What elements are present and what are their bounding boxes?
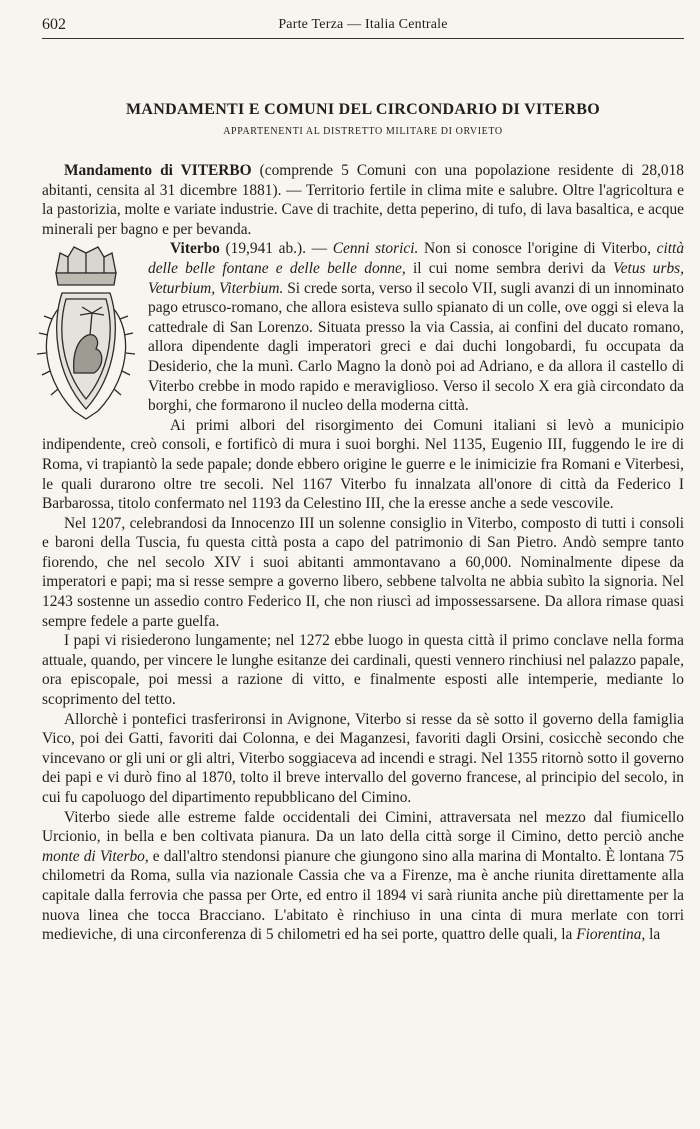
geography-paragraph xyxy=(42,808,684,945)
geography-italic-2: Fiorentina xyxy=(576,926,642,944)
viterbo-text-2: , il cui nome sembra derivi da xyxy=(401,259,614,277)
section-subheading: APPARTENENTI AL DISTRETTO MILITARE DI ORVIETO xyxy=(223,126,503,137)
viterbo-text-3: Si crede sorta, verso il secolo VII, sugli avanzi di un innominato pago etrusco-romano, che allora esisteva sullo spianato di un colle, ove oggi si eleva la cattedrale di San Lorenzo. Situata presso la via Cassia, ai confini del ducato romano, allora dipendente dagli imperatori greci e dai duchi longobardi, fu occupata da Desiderio, che la munì. Carlo Magno la donò poi ad Adriano, e da allora il castello di Viterbo crebbe in modo rapido e meraviglioso. Verso il secolo X era già circondato da borghi, che formarono il nucleo della moderna città. xyxy=(148,279,684,415)
viterbo-population: (19,941 ab.). — xyxy=(219,240,333,258)
mandamento-lead: Mandamento di VITERBO xyxy=(64,162,252,179)
geography-text-3: , la xyxy=(641,926,661,944)
section-heading: MANDAMENTI E COMUNI DEL CIRCONDARIO DI VITERBO xyxy=(126,101,600,118)
geography-text-1: Viterbo siede alle estreme falde occidentali dei Cimini, attraversata nel mezzo dal fiumicello Urcionio, in bella e ben coltivata pianura. Da un lato della città sorge il Cimino, detto perciò anche xyxy=(42,808,684,846)
intro-text: (comprende 5 Comuni con una popolazione residente di 28,018 abitanti, censita al 31 dicembre 1881). — Territorio fertile in clima mite e salubre. Oltre l'agricoltura e la pastorizia, molte e variate industrie. Cave di trachite, detta peperino, di tufo, di lava basaltica, e acque minerali per bagno e per bevanda. xyxy=(42,162,684,238)
viterbo-italic-1: città delle belle fontane e delle belle donne xyxy=(148,240,685,277)
article-body xyxy=(42,161,684,945)
viterbo-italic-2: Vetus urbs, Veturbium, Viterbium. xyxy=(148,259,684,297)
viterbo-coat-of-arms-icon xyxy=(34,243,138,433)
running-title: Parte Terza — Italia Centrale xyxy=(278,17,448,32)
intro-paragraph xyxy=(42,161,684,239)
viterbo-paragraph xyxy=(42,239,684,415)
geography-italic-1: monte di Viterbo xyxy=(42,847,145,865)
history-paragraph-4: Allorchè i pontefici trasferironsi in Avignone, Viterbo si resse da sè sotto il governo della famiglia Vico, poi dei Gatti, favoriti dai Colonna, e dei Maganzesi, favoriti dagli Orsini, cosicchè secondo che vincevano or gli uni or gli altri, Viterbo soggiaceva ad incendi e stragi. Nel 1355 ritornò sotto il governo dei papi e vi durò fino al 1870, tolto il breve intervallo del governo francese, al principio del secolo, in cui fu capoluogo del dipartimento repubblicano del Cimino. xyxy=(42,710,684,806)
history-paragraph-3: I papi vi risiederono lungamente; nel 1272 ebbe luogo in questa città il primo conclave nella forma attuale, quando, per vincere le lunghe esitanze dei cardinali, questi vennero rinchiusi nel palazzo papale, ora episcopale, poi messi a razione di vitto, e finalmente esposti alle intemperie, mediante lo scoprimento del tetto. xyxy=(42,632,684,709)
viterbo-text-1: Non si conosce l'origine di Viterbo, xyxy=(418,240,657,258)
history-paragraph-2: Nel 1207, celebrandosi da Innocenzo III un solenne consiglio in Viterbo, composto di tutti i consoli e baroni della Tuscia, fu questa città posta a capo del patrimonio di San Pietro. Andò sempre tanto fiorendo, che nel secolo XIV i suoi abitanti ammontavano a 60,000. Nominalmente dipese da imperatori e papi; ma si resse sempre a governo libero, sebbene talvolta ne abbia subìto la signoria. Nel 1243 sostenne un assedio contro Federico II, che non riuscì ad impossessarsene. Da allora rimase quasi sempre fedele a parte guelfa. xyxy=(42,514,684,630)
viterbo-lead: Viterbo xyxy=(170,240,220,258)
history-paragraph-1: Ai primi albori del risorgimento dei Comuni italiani si levò a municipio indipendente, creò consoli, e fortificò di mura i suoi borghi. Nel 1135, Eugenio III, fuggendo le ire di Roma, vi trapiantò la sede papale; donde ebbero origine le guerre e le inimicizie fra Romani e Viterbesi, le quali durarono oltre tre secoli. Nel 1167 Viterbo fu innalzata all'onore di città da Federico I Barbarossa, titolo confermato nel 1193 da Celestino III, che la eresse anche a sede vescovile. xyxy=(42,416,684,513)
geography-text-2: , e dall'altro stendonsi pianure che giungono sino alla marina di Montalto. È lontana 75 chilometri da Roma, sulla via nazionale Cassia che va a Firenze, ma è anche riunita direttamente alla capitale dalla ferrovia che passa per Orte, ed entro il 1894 vi sarà riunita anche più direttamente per la nuova linea che tocca Bracciano. L'abitato è rinchiuso in una cinta di mura merlate con torri medieviche, di una circonferenza di 5 chilometri ed ha sei porte, quattro delle quali, la xyxy=(42,847,684,944)
page-number: 602 xyxy=(42,16,66,33)
running-header xyxy=(42,12,684,39)
cenni-storici: Cenni storici. xyxy=(332,240,419,258)
